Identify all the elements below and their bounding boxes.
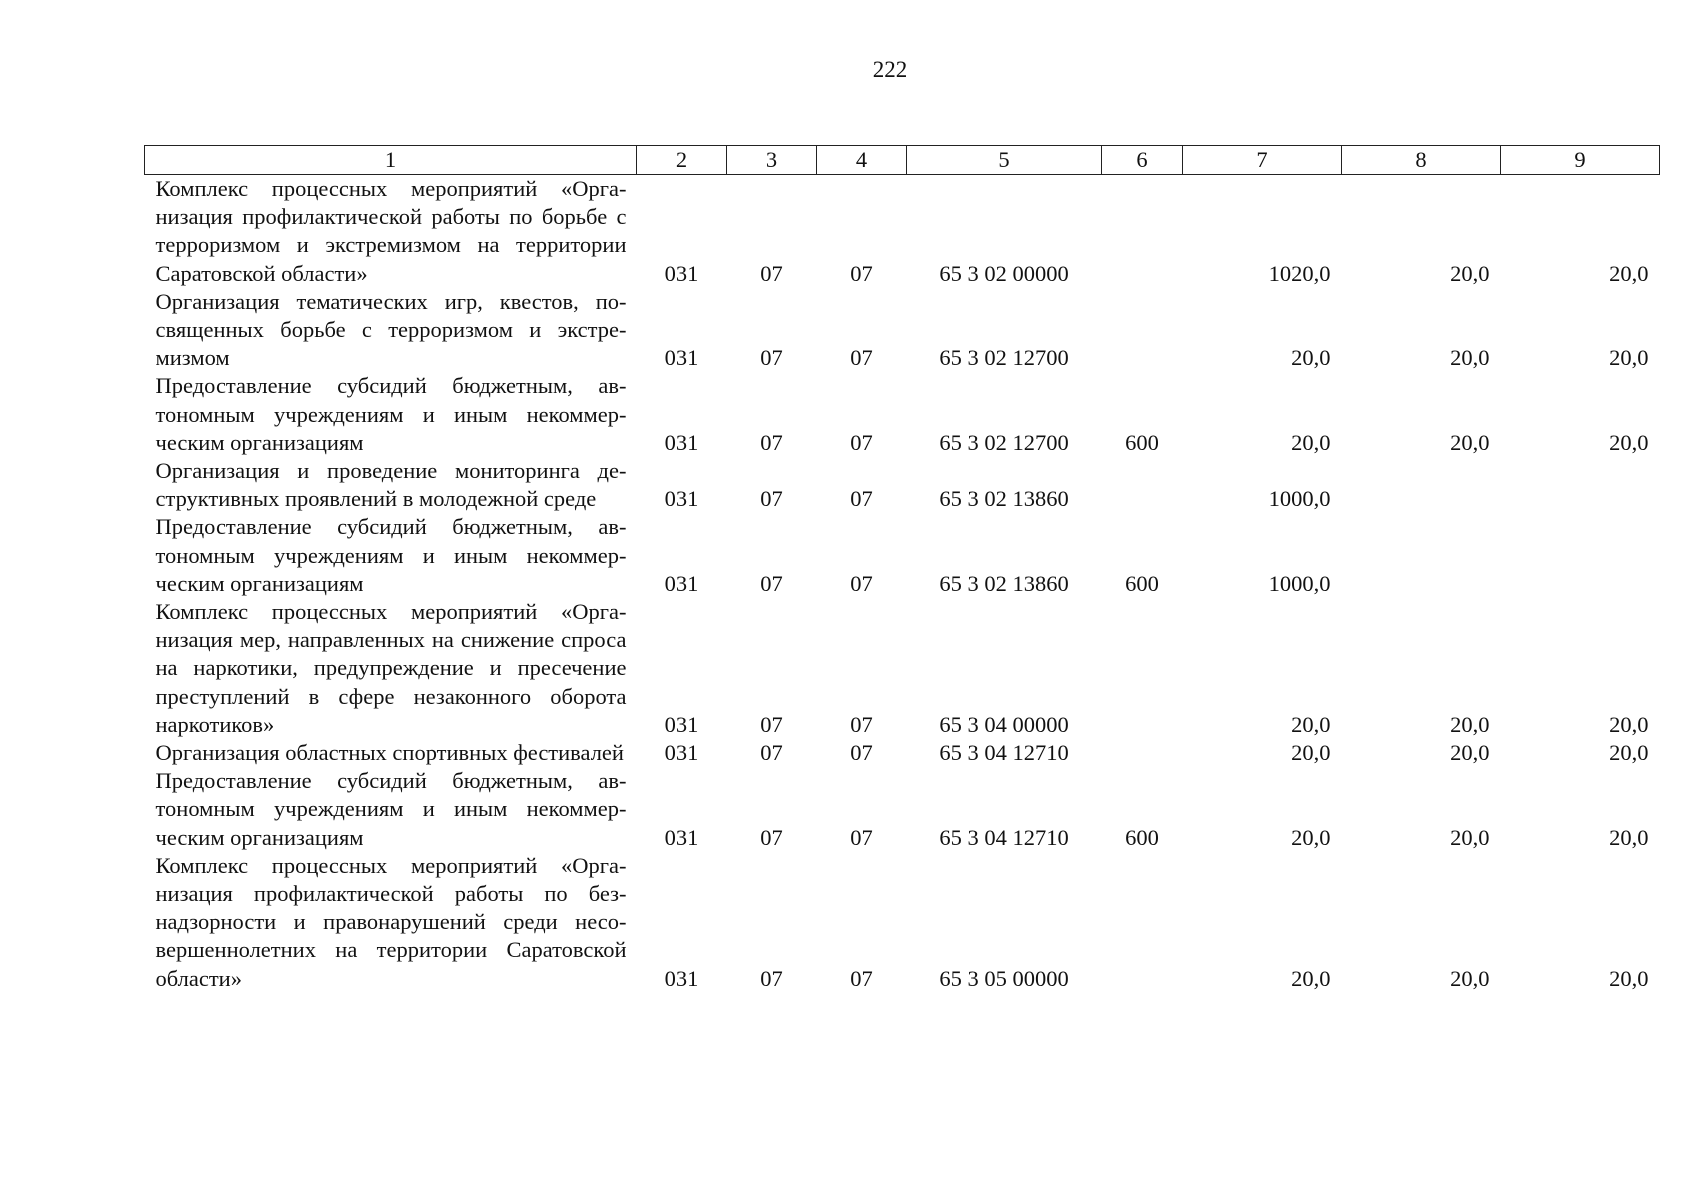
row-name: Предоставление субсидий бюджетным, автономным учреждениям и иным некоммерческим организациям — [155, 373, 627, 455]
cell-ministry-code: 031 — [664, 965, 699, 991]
header-cell-9: 9 — [1501, 146, 1660, 175]
row-name: Организация и проведение мониторинга деструктивных проявлений в молодежной среде — [155, 458, 627, 512]
header-cell-3: 3 — [727, 146, 817, 175]
cell-amount-col7: 20,0 — [1291, 345, 1331, 371]
cell-amount-col8 — [1342, 457, 1501, 513]
cell-section: 07 — [760, 260, 783, 286]
cell-target-article: 65 3 02 13860 — [939, 486, 1069, 512]
cell-amount-col9: 20,0 — [1609, 965, 1649, 991]
cell-section: 07 — [760, 486, 783, 512]
table-row — [145, 598, 1660, 739]
header-cell-8: 8 — [1342, 146, 1501, 175]
cell-amount-col7: 20,0 — [1291, 711, 1331, 737]
header-cell-5: 5 — [907, 146, 1102, 175]
table-row — [145, 767, 1660, 852]
table-row — [145, 513, 1660, 598]
cell-amount-col9: 20,0 — [1609, 345, 1649, 371]
cell-amount-col7: 1000,0 — [1268, 486, 1331, 512]
cell-amount-col7: 20,0 — [1291, 965, 1331, 991]
cell-target-article: 65 3 04 12710 — [939, 740, 1069, 766]
table-row — [145, 457, 1660, 513]
cell-ministry-code: 031 — [664, 711, 699, 737]
cell-target-article: 65 3 02 00000 — [939, 260, 1069, 286]
cell-expense-type — [1102, 852, 1183, 993]
cell-amount-col7: 20,0 — [1291, 429, 1331, 455]
budget-table — [144, 145, 1660, 993]
table-row — [145, 372, 1660, 457]
table-body — [145, 175, 1660, 993]
cell-section: 07 — [760, 965, 783, 991]
cell-section: 07 — [760, 824, 783, 850]
cell-amount-col8: 20,0 — [1450, 260, 1490, 286]
header-cell-1: 1 — [145, 146, 637, 175]
cell-amount-col7: 1020,0 — [1268, 260, 1331, 286]
table-row — [145, 739, 1660, 767]
cell-section: 07 — [760, 740, 783, 766]
cell-amount-col9: 20,0 — [1609, 711, 1649, 737]
cell-amount-col7: 20,0 — [1291, 740, 1331, 766]
cell-amount-col9: 20,0 — [1609, 260, 1649, 286]
cell-amount-col9 — [1501, 513, 1660, 598]
cell-expense-type: 600 — [1125, 570, 1159, 596]
cell-target-article: 65 3 04 12710 — [939, 824, 1069, 850]
cell-amount-col9: 20,0 — [1609, 429, 1649, 455]
cell-expense-type — [1102, 288, 1183, 373]
table-row — [145, 175, 1660, 288]
cell-amount-col9: 20,0 — [1609, 740, 1649, 766]
row-name: Комплекс процессных мероприятий «Организация мер, направленных на снижение спроса на наркотики, предупреждение и пресечение преступлений в сфере незаконного оборота наркотиков» — [155, 599, 627, 737]
cell-section: 07 — [760, 345, 783, 371]
cell-amount-col8: 20,0 — [1450, 345, 1490, 371]
table-row — [145, 852, 1660, 993]
cell-expense-type — [1102, 457, 1183, 513]
cell-section: 07 — [760, 711, 783, 737]
header-cell-6: 6 — [1102, 146, 1183, 175]
cell-amount-col8: 20,0 — [1450, 429, 1490, 455]
cell-ministry-code: 031 — [664, 260, 699, 286]
cell-expense-type — [1102, 739, 1183, 767]
cell-target-article: 65 3 05 00000 — [939, 965, 1069, 991]
cell-expense-type — [1102, 598, 1183, 739]
row-name: Комплекс процессных мероприятий «Организация профилактической работы по безнадзорности и правонарушений среди несовершеннолетних на территории Саратовской области» — [155, 852, 627, 991]
cell-subsection: 07 — [850, 260, 873, 286]
cell-section: 07 — [760, 570, 783, 596]
cell-amount-col8: 20,0 — [1450, 740, 1490, 766]
cell-target-article: 65 3 02 12700 — [939, 345, 1069, 371]
cell-ministry-code: 031 — [664, 486, 699, 512]
cell-subsection: 07 — [850, 345, 873, 371]
cell-target-article: 65 3 04 00000 — [939, 711, 1069, 737]
cell-subsection: 07 — [850, 824, 873, 850]
cell-amount-col9: 20,0 — [1609, 824, 1649, 850]
cell-expense-type: 600 — [1125, 824, 1159, 850]
header-cell-4: 4 — [817, 146, 907, 175]
cell-amount-col8 — [1342, 513, 1501, 598]
header-row — [145, 146, 1660, 175]
cell-subsection: 07 — [850, 486, 873, 512]
cell-ministry-code: 031 — [664, 824, 699, 850]
cell-ministry-code: 031 — [664, 740, 699, 766]
row-name: Комплекс процессных мероприятий «Организация профилактической работы по борьбе с терроризмом и экстремизмом на территории Саратовской области» — [155, 176, 627, 286]
cell-target-article: 65 3 02 12700 — [939, 429, 1069, 455]
cell-subsection: 07 — [850, 429, 873, 455]
cell-amount-col7: 20,0 — [1291, 824, 1331, 850]
cell-amount-col8: 20,0 — [1450, 965, 1490, 991]
table-row — [145, 288, 1660, 373]
header-cell-7: 7 — [1183, 146, 1342, 175]
cell-subsection: 07 — [850, 965, 873, 991]
cell-ministry-code: 031 — [664, 345, 699, 371]
cell-amount-col7: 1000,0 — [1268, 570, 1331, 596]
cell-ministry-code: 031 — [664, 429, 699, 455]
cell-amount-col8: 20,0 — [1450, 824, 1490, 850]
row-name: Предоставление субсидий бюджетным, автономным учреждениям и иным некоммерческим организациям — [155, 514, 627, 596]
cell-expense-type — [1102, 175, 1183, 288]
cell-section: 07 — [760, 429, 783, 455]
cell-expense-type: 600 — [1125, 429, 1159, 455]
cell-subsection: 07 — [850, 740, 873, 766]
row-name: Организация тематических игр, квестов, посвященных борьбе с терроризмом и экстремизмом — [155, 288, 627, 371]
row-name: Предоставление субсидий бюджетным, автономным учреждениям и иным некоммерческим организациям — [155, 768, 627, 850]
cell-amount-col9 — [1501, 457, 1660, 513]
cell-ministry-code: 031 — [664, 570, 699, 596]
cell-target-article: 65 3 02 13860 — [939, 570, 1069, 596]
cell-subsection: 07 — [850, 570, 873, 596]
table-header — [145, 146, 1660, 175]
header-cell-2: 2 — [637, 146, 727, 175]
page-number: 222 — [872, 57, 908, 82]
row-name: Организация областных спортивных фестивалей — [155, 740, 624, 766]
cell-subsection: 07 — [850, 711, 873, 737]
cell-amount-col8: 20,0 — [1450, 711, 1490, 737]
